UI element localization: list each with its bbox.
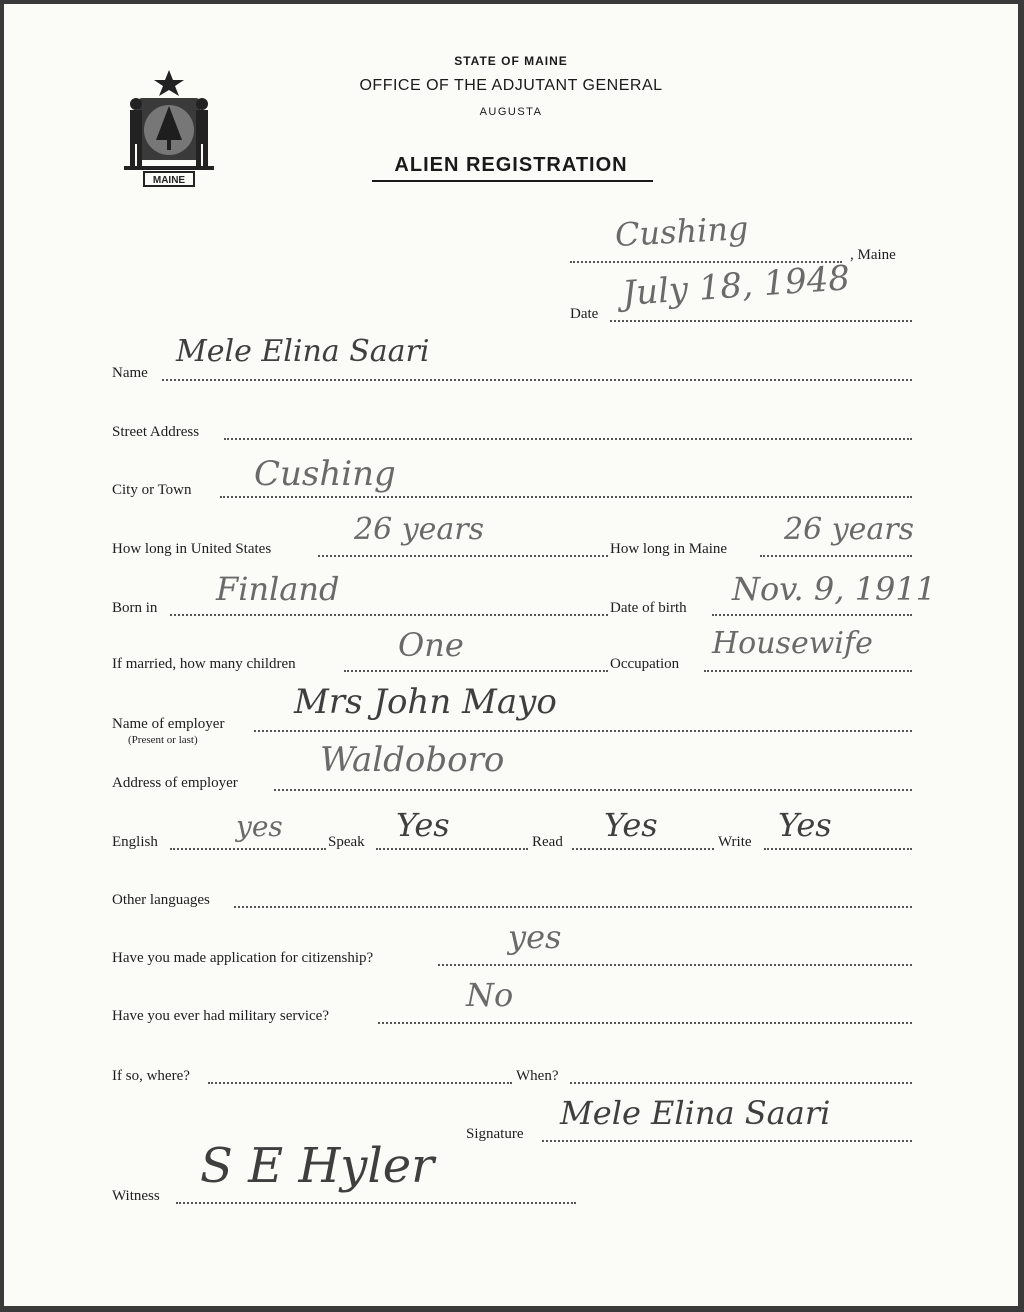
english-label: English [112, 834, 158, 850]
how-long-us-line [318, 555, 608, 557]
street-address-label: Street Address [112, 424, 200, 440]
born-in-label: Born in [112, 600, 158, 616]
speak-label: Speak [328, 834, 365, 850]
citizenship-value: yes [508, 918, 562, 956]
date-line [610, 320, 912, 322]
children-label: If married, how many children [112, 656, 296, 672]
date-value: July 18, 1948 [621, 258, 852, 314]
signature-value: Mele Elina Saari [560, 1094, 831, 1132]
signature-label: Signature [466, 1126, 524, 1142]
street-address-line [224, 438, 912, 440]
other-languages-label: Other languages [112, 892, 210, 908]
read-label: Read [532, 834, 563, 850]
employer-label: Name of employer [112, 716, 225, 732]
occupation-value: Housewife [712, 626, 873, 661]
children-line [344, 670, 608, 672]
english-line [170, 848, 326, 850]
witness-label: Witness [112, 1188, 160, 1204]
speak-line [376, 848, 528, 850]
write-value: Yes [778, 806, 832, 844]
date-of-birth-value: Nov. 9, 1911 [732, 570, 937, 608]
form-title: ALIEN REGISTRATION [394, 154, 628, 176]
occupation-label: Occupation [610, 656, 680, 672]
name-line [162, 379, 912, 381]
city-or-town-value: Cushing [254, 454, 396, 494]
date-label: Date [570, 306, 599, 322]
when-line [570, 1082, 912, 1084]
how-long-maine-value: 26 years [784, 512, 915, 547]
city-or-town-label: City or Town [112, 482, 192, 498]
witness-line [176, 1202, 576, 1204]
witness-value: S E Hyler [200, 1138, 435, 1194]
employer-value: Mrs John Mayo [294, 682, 557, 722]
employer-address-label: Address of employer [112, 775, 238, 791]
born-in-value: Finland [216, 570, 340, 608]
how-long-us-value: 26 years [354, 512, 485, 547]
employer-address-line [274, 789, 912, 791]
office-heading: OFFICE OF THE ADJUTANT GENERAL [359, 77, 663, 94]
employer-note: (Present or last) [128, 734, 198, 746]
write-line [764, 848, 912, 850]
where-line [208, 1082, 512, 1084]
military-line [378, 1022, 912, 1024]
where-label: If so, where? [112, 1068, 190, 1084]
occupation-line [704, 670, 912, 672]
seal-text: MAINE [152, 175, 186, 186]
read-line [572, 848, 714, 850]
employer-line [254, 730, 912, 732]
citizenship-label: Have you made application for citizenship? [112, 950, 374, 966]
date-of-birth-label: Date of birth [610, 600, 687, 616]
military-value: No [466, 976, 514, 1014]
maine-label: , Maine [850, 247, 896, 263]
other-languages-line [234, 906, 912, 908]
children-value: One [398, 626, 464, 664]
employer-address-value: Waldoboro [320, 740, 505, 780]
when-label: When? [516, 1068, 559, 1084]
city-heading: AUGUSTA [479, 106, 543, 118]
speak-value: Yes [396, 806, 450, 844]
title-underline [372, 180, 653, 182]
date-of-birth-line [712, 614, 912, 616]
english-value: yes [236, 810, 283, 843]
town-value: Cushing [614, 209, 750, 254]
how-long-us-label: How long in United States [112, 541, 272, 557]
name-label: Name [112, 365, 148, 381]
how-long-maine-label: How long in Maine [610, 541, 728, 557]
military-label: Have you ever had military service? [112, 1008, 329, 1024]
city-or-town-line [220, 496, 912, 498]
signature-line [542, 1140, 912, 1142]
state-heading: STATE OF MAINE [454, 54, 568, 68]
how-long-maine-line [760, 555, 912, 557]
born-in-line [170, 614, 608, 616]
form-page [4, 4, 1018, 1306]
citizenship-line [438, 964, 912, 966]
name-value: Mele Elina Saari [176, 334, 430, 369]
read-value: Yes [604, 806, 658, 844]
write-label: Write [718, 834, 752, 850]
